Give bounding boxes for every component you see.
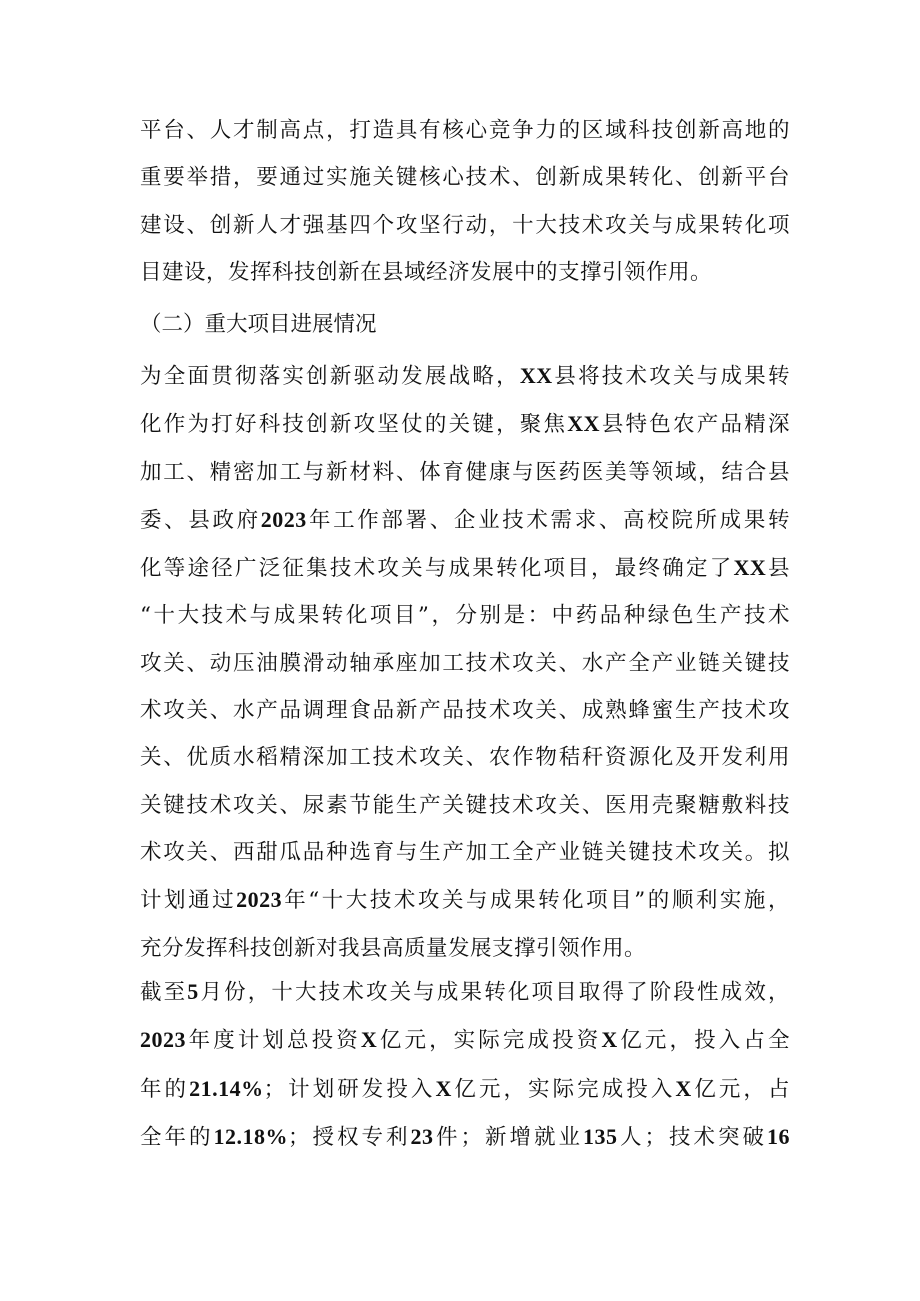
text-line: 化作为打好科技创新攻坚仗的关键，聚焦XX县特色农产品精深 bbox=[140, 411, 790, 438]
text-line: 充分发挥科技创新对我县高质量发展支撑引领作用。 bbox=[140, 935, 647, 961]
text-line: 攻关、动压油膜滑动轴承座加工技术攻关、水产全产业链关键技 bbox=[140, 650, 790, 676]
text-line: 全年的12.18%；授权专利23件；新增就业135人；技术突破16 bbox=[140, 1123, 790, 1150]
text-line: 目建设，发挥科技创新在县域经济发展中的支撑引领作用。 bbox=[140, 259, 713, 285]
section-heading: （二）重大项目进展情况 bbox=[140, 312, 377, 337]
text-line: 平台、人才制高点，打造具有核心竞争力的区域科技创新高地的 bbox=[140, 118, 790, 143]
text-line: 术攻关、水产品调理食品新产品技术攻关、成熟蜂蜜生产技术攻 bbox=[140, 698, 790, 724]
paragraph-projects bbox=[140, 352, 790, 972]
text-line: 加工、精密加工与新材料、体育健康与医药医美等领域，结合县 bbox=[140, 459, 790, 485]
text-line: 化等途径广泛征集技术攻关与成果转化项目，最终确定了XX县 bbox=[140, 555, 790, 582]
text-line: 计划通过2023年“十大技术攻关与成果转化项目”的顺利实施， bbox=[140, 887, 790, 914]
text-line: 为全面贯彻落实创新驱动发展战略，XX县将技术攻关与成果转 bbox=[140, 363, 790, 389]
text-line: 年的21.14%；计划研发投入X亿元，实际完成投入X亿元，占 bbox=[140, 1075, 790, 1102]
text-line: 2023年度计划总投资X亿元，实际完成投资X亿元，投入占全 bbox=[140, 1027, 790, 1054]
paragraph-progress bbox=[140, 968, 790, 1161]
text-line: 术攻关、西甜瓜品种选育与生产加工全产业链关键技术攻关。拟 bbox=[140, 839, 790, 865]
text-line: 关键技术攻关、尿素节能生产关键技术攻关、医用壳聚糖敷料技 bbox=[140, 792, 790, 818]
text-line: 建设、创新人才强基四个攻坚行动，十大技术攻关与成果转化项 bbox=[140, 212, 790, 238]
text-line: 截至5月份，十大技术攻关与成果转化项目取得了阶段性成效， bbox=[140, 979, 790, 1005]
text-line: 重要举措，要通过实施关键核心技术、创新成果转化、创新平台 bbox=[140, 165, 790, 191]
text-line: 关、优质水稻精深加工技术攻关、农作物秸秆资源化及开发利用 bbox=[140, 745, 790, 771]
text-line: “十大技术与成果转化项目”，分别是：中药品种绿色生产技术 bbox=[140, 603, 790, 629]
text-line: 委、县政府2023年工作部署、企业技术需求、高校院所成果转 bbox=[140, 506, 790, 533]
paragraph-intro bbox=[140, 107, 790, 296]
